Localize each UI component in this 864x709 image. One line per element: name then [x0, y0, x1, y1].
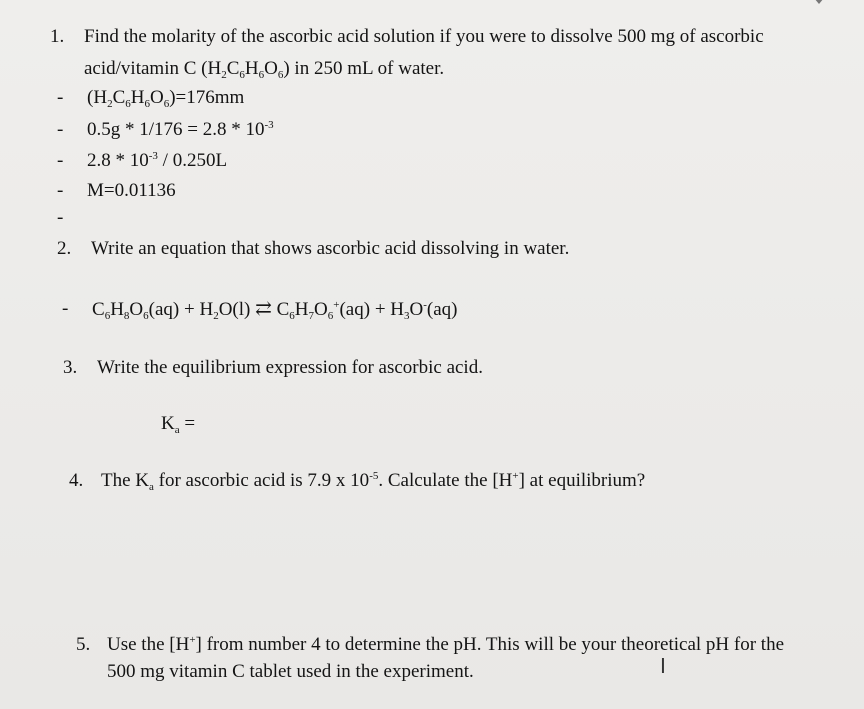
text-cursor-icon: I	[660, 654, 666, 678]
q3-ka-expression: $K_a$ =	[161, 413, 196, 436]
q1-work-dash-2: -	[57, 119, 64, 140]
q5-text-line1: Use the [H+] from number 4 to determine the pH. This will be your theoretical pH for the	[107, 634, 785, 655]
equilibrium-arrow-icon: ⇄	[255, 298, 272, 320]
q1-text-line2: acid/vitamin C $(H_2C_6H_6O_6)$ in 250 mL of water.	[84, 58, 445, 81]
corner-marker	[814, 0, 824, 4]
q1-text-line1: Find the molarity of the ascorbic acid solution if you were to dissolve 500 mg of ascorbic	[84, 26, 764, 47]
q3-number: 3.	[63, 357, 78, 378]
q1-work-dash-3: -	[57, 150, 64, 171]
q1-work-dash-4: -	[57, 180, 64, 201]
q1-work-dash-5: -	[57, 207, 64, 228]
q4-number: 4.	[69, 470, 84, 491]
q4-text: The $K_a$ for ascorbic acid is 7.9 x $10^{-5}$. Calculate the [H+] at equilibrium?	[101, 470, 646, 493]
q3-text: Write the equilibrium expression for ascorbic acid.	[97, 357, 483, 378]
q1-work-molar-mass: $(H_2C_6H_6O_6)=176mm$	[87, 87, 245, 110]
q2-number: 2.	[57, 238, 72, 259]
q2-text: Write an equation that shows ascorbic acid dissolving in water.	[91, 238, 570, 259]
q5-number: 5.	[76, 634, 91, 655]
q1-work-moles: $0.5g * 1/176 = 2.8 * 10^{-3}$	[87, 119, 274, 140]
q2-dash: -	[62, 298, 69, 319]
q2-equation: $C_6H_8O_6(aq) + H_2O(l)$ ⇄ $C_6H_7O_6^+(aq) + H_3O^-(aq)$	[92, 298, 458, 322]
q1-work-division: $2.8 * 10^{-3} / 0.250L$	[87, 150, 228, 171]
q1-number: 1.	[50, 26, 65, 47]
q1-work-molarity: M=0.01136	[87, 180, 176, 201]
q5-text-line2: 500 mg vitamin C tablet used in the experiment.	[107, 661, 474, 682]
q1-work-dash-1: -	[57, 87, 64, 108]
